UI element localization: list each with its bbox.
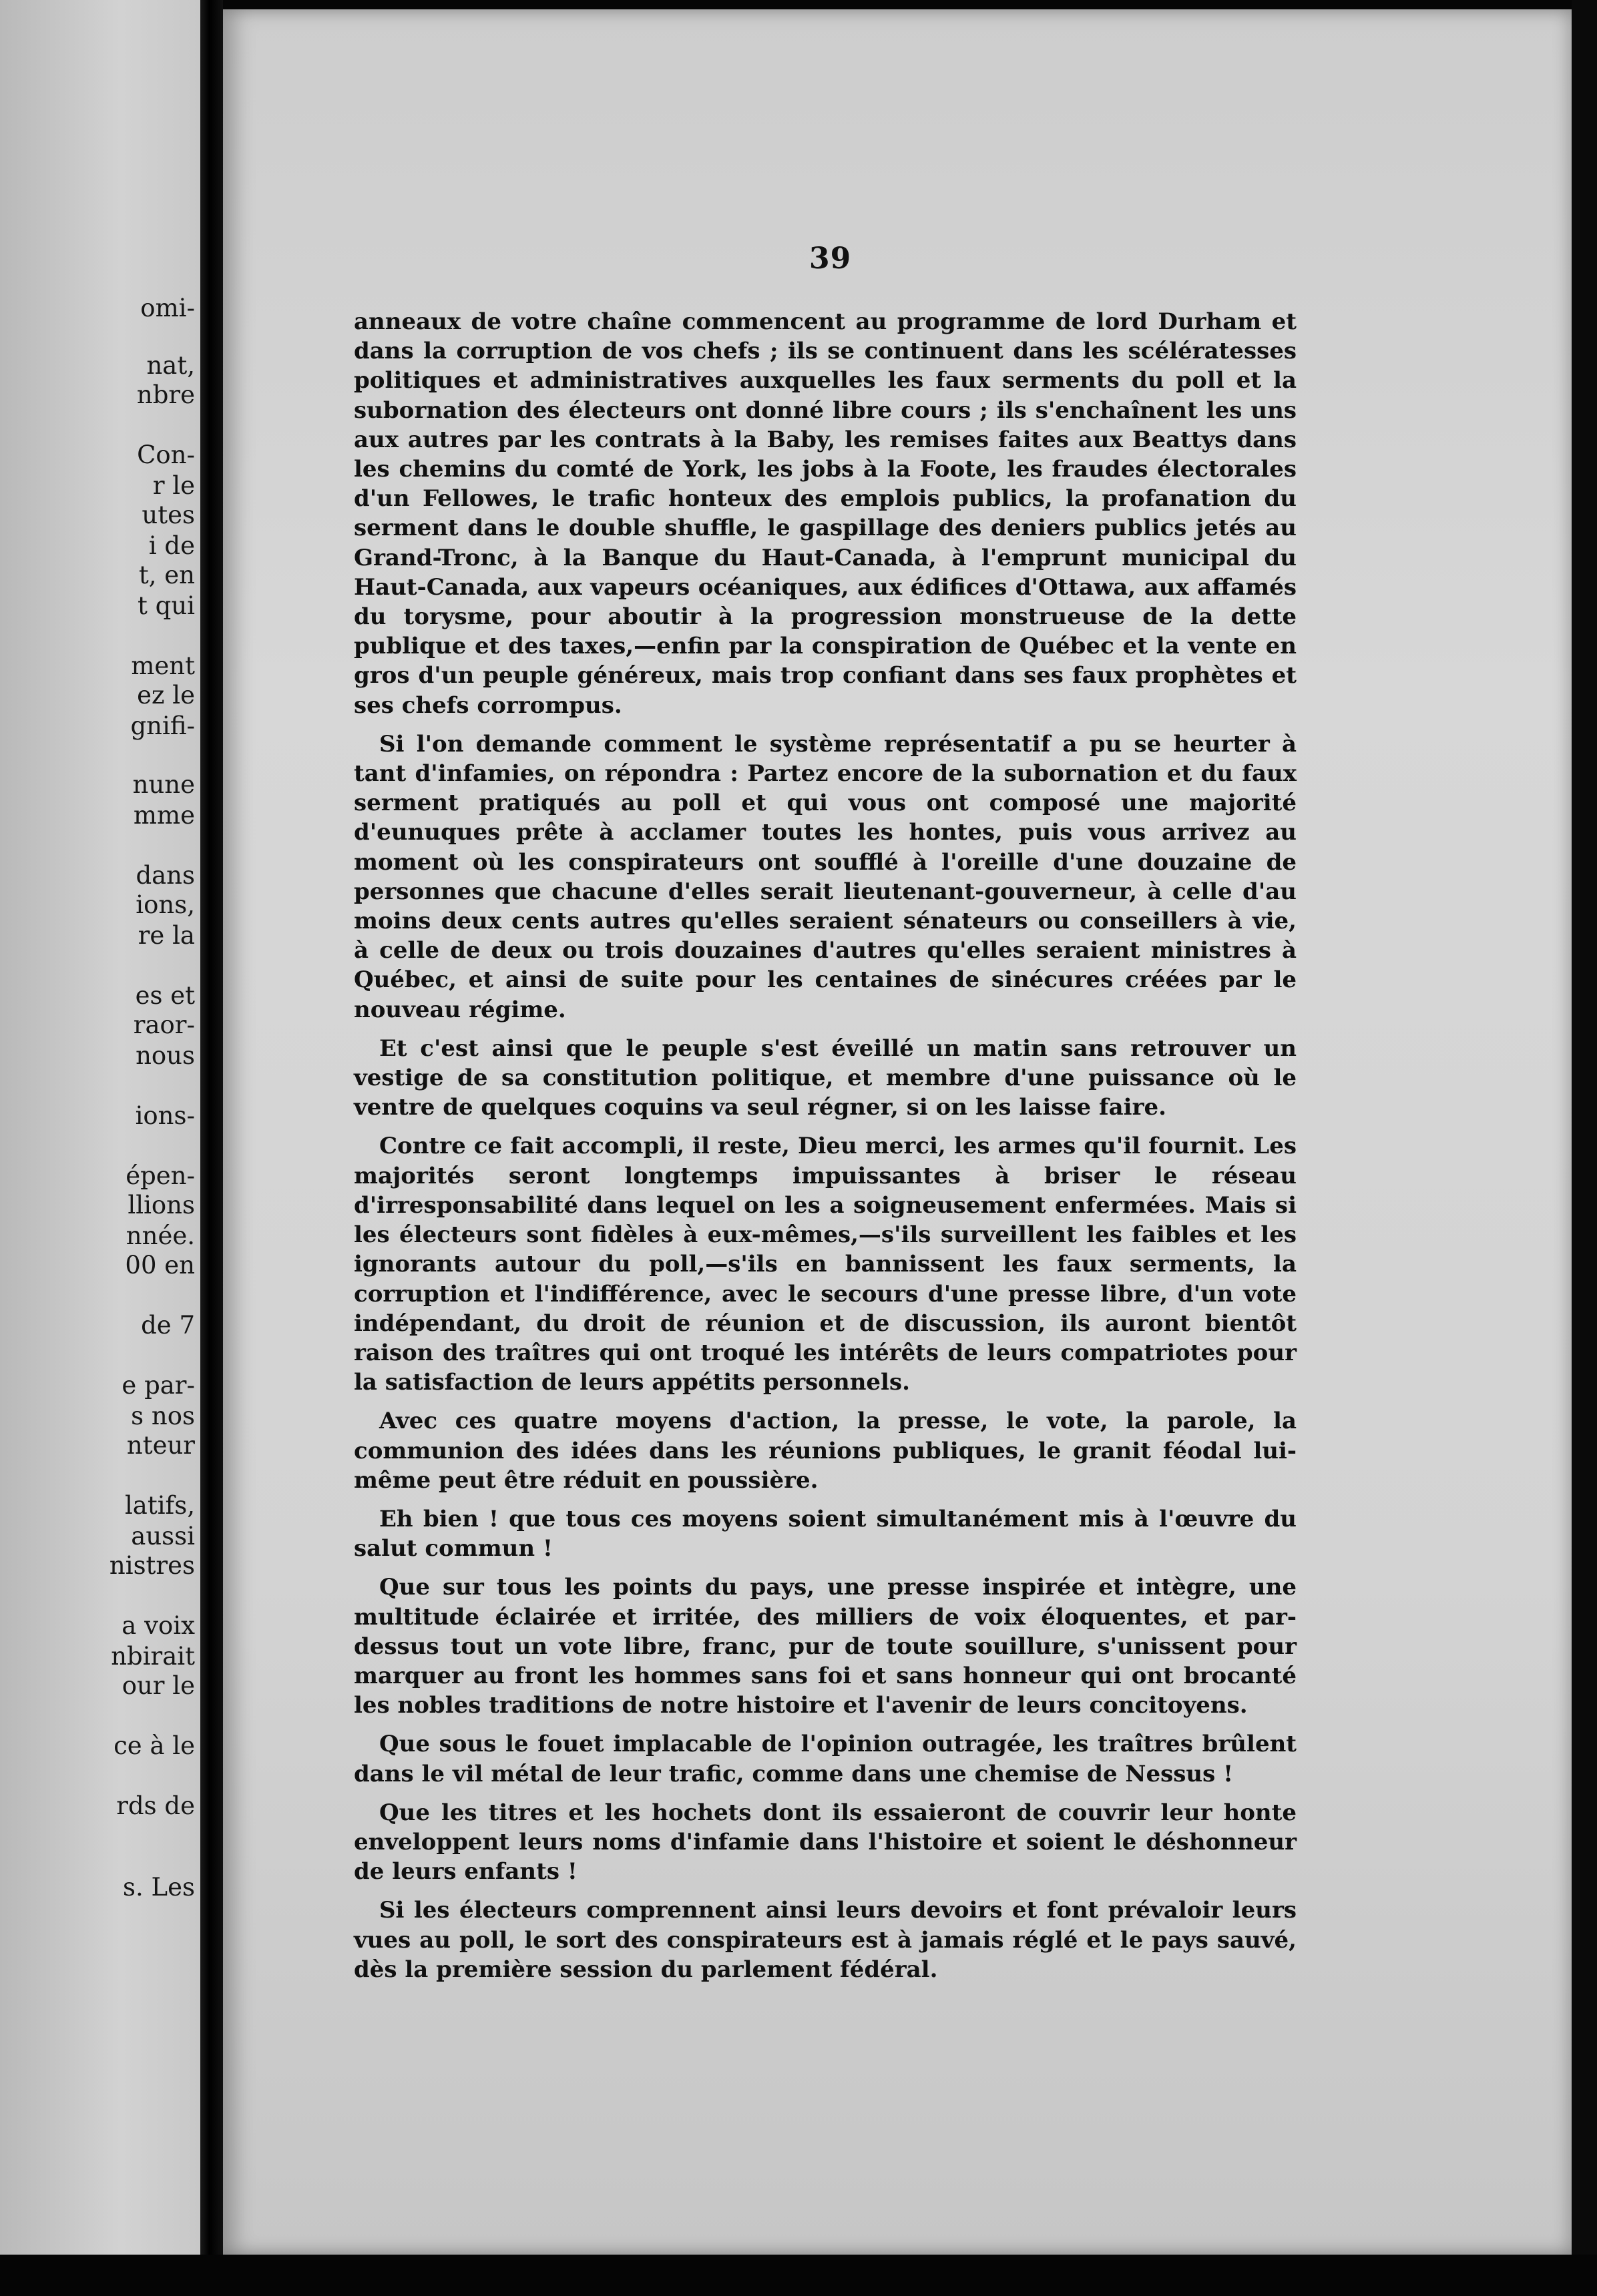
left-fragment: r le: [152, 471, 195, 500]
left-fragment: nous: [136, 1041, 195, 1070]
left-fragment: our le: [122, 1671, 195, 1700]
left-fragment: omi-: [140, 294, 195, 322]
left-fragment: re la: [138, 921, 195, 950]
left-fragment: ions-: [135, 1101, 195, 1130]
page-number: 39: [809, 242, 852, 276]
left-fragment: Con-: [137, 441, 195, 469]
left-fragment: s nos: [131, 1402, 195, 1430]
paragraph: anneaux de votre chaîne commencent au programme de lord Durham et dans la corruption de vos chefs ; ils se continuent dans les scélératesses politiques et administratives auxquelles les faux serments du poll et la subornation des électeurs ont donné libre cours ; ils s'enchaînent les uns aux autres par les contrats à la Baby, les remises faites aux Beattys dans les chemins du comté de York, les jobs à la Foote, les fraudes électorales d'un Fellowes, le trafic honteux des emplois publics, la profanation du serment dans le double shuffle, le gaspillage des deniers publics jetés au Grand-Tronc, à la Banque du Haut-Canada, à l'emprunt municipal du Haut-Canada, aux vapeurs océaniques, aux édifices d'Ottawa, aux affamés du torysme, pour aboutir à la progression monstrueuse de la dette publique et des taxes,—enfin par la conspiration de Québec et la vente en gros d'un peuple généreux, mais trop confiant dans ses faux prophètes et ses chefs corrompus.: [354, 308, 1297, 719]
left-fragment: utes: [142, 501, 195, 529]
scan-right-border: [1572, 0, 1597, 2296]
left-facing-page: [0, 0, 200, 2296]
left-fragment: t qui: [138, 591, 195, 620]
left-fragment: nnée.: [126, 1221, 195, 1250]
left-fragment: de 7: [141, 1311, 195, 1340]
left-fragment: nbre: [136, 380, 195, 409]
left-fragment: raor-: [133, 1011, 195, 1039]
paragraph: Que sur tous les points du pays, une presse inspirée et intègre, une multitude éclairée et irritée, des milliers de voix éloquentes, et par-dessus tout un vote libre, franc, pur de toute souillure, s'unissent pour marquer au front les hommes sans foi et sans honneur qui ont brocanté les nobles traditions de notre histoire et l'avenir de leurs concitoyens.: [354, 1574, 1297, 1719]
left-fragment: 00 en: [125, 1251, 195, 1279]
left-fragment: rds de: [116, 1791, 195, 1820]
book-gutter: [200, 0, 223, 2296]
left-fragment: dans: [136, 861, 195, 890]
paragraph: Eh bien ! que tous ces moyens soient simultanément mis à l'œuvre du salut commun !: [354, 1505, 1297, 1562]
left-fragment: llions: [128, 1191, 195, 1219]
paragraph: Si l'on demande comment le système représentatif a pu se heurter à tant d'infamies, on répondra : Partez encore de la subornation et du faux serment pratiqués au poll et qui vous ont composé une majorité d'eunuques prête à acclamer toutes les hontes, puis vous arrivez au moment où les conspirateurs ont soufflé à l'oreille d'une douzaine de personnes que chacune d'elles serait lieutenant-gouverneur, à celle d'au moins deux cents autres qu'elles seraient sénateurs ou conseillers à vie, à celle de deux ou trois douzaines d'autres qu'elles seraient ministres à Québec, et ainsi de suite pour les centaines de sinécures créées par le nouveau régime.: [354, 730, 1297, 1023]
left-fragment: aussi: [131, 1522, 195, 1550]
left-fragment: nbirait: [111, 1642, 195, 1671]
left-fragment: gnifi-: [130, 711, 195, 740]
left-fragment: ions,: [136, 890, 195, 919]
left-fragment: es et: [135, 981, 195, 1010]
left-fragment: s. Les: [123, 1873, 195, 1902]
left-fragment: nteur: [126, 1431, 195, 1460]
left-fragment: mme: [133, 801, 195, 830]
paragraph: Contre ce fait accompli, il reste, Dieu merci, les armes qu'il fournit. Les majorités seront longtemps impuissantes à briser le réseau d'irresponsabilité dans lequel on les a soigneusement enfermées. Mais si les électeurs sont fidèles à eux-mêmes,—s'ils surveillent les faibles et les ignorants autour du poll,—s'ils en bannissent les faux serments, la corruption et l'indifférence, avec le secours d'une presse libre, d'un vote indépendant, du droit de réunion et de discussion, ils auront bientôt raison des traîtres qui ont troqué les intérêts de leurs compatriotes pour la satisfaction de leurs appétits personnels.: [354, 1133, 1297, 1396]
left-fragment: nune: [132, 770, 195, 799]
paragraph: Avec ces quatre moyens d'action, la presse, le vote, la parole, la communion des idées dans les réunions publiques, le granit féodal lui-même peut être réduit en poussière.: [354, 1408, 1297, 1494]
left-fragment: i de: [148, 531, 195, 560]
left-fragment: ment: [131, 651, 195, 680]
paragraph: Si les électeurs comprennent ainsi leurs devoirs et font prévaloir leurs vues au poll, le sort des conspirateurs est à jamais réglé et le pays sauvé, dès la première session du parlement fédéral.: [354, 1897, 1297, 1983]
left-fragment: nat,: [146, 351, 195, 380]
paragraph: Et c'est ainsi que le peuple s'est éveillé un matin sans retrouver un vestige de sa constitution politique, et membre d'une puissance où le ventre de quelques coquins va seul régner, si on les laisse faire.: [354, 1035, 1297, 1121]
left-fragment: t, en: [138, 561, 195, 589]
paragraph: Que sous le fouet implacable de l'opinion outragée, les traîtres brûlent dans le vil métal de leur trafic, comme dans une chemise de Nessus !: [354, 1731, 1297, 1787]
page-body-text: [354, 307, 1297, 1994]
scan-bottom-border: [0, 2255, 1597, 2296]
left-fragment: épen-: [126, 1161, 195, 1190]
left-fragment: e par-: [122, 1371, 195, 1400]
left-fragment: ez le: [137, 681, 195, 709]
left-fragment: a voix: [122, 1611, 195, 1640]
left-fragment: ce à le: [113, 1731, 195, 1760]
left-fragment: nistres: [109, 1551, 195, 1580]
left-fragment: latifs,: [124, 1491, 195, 1520]
paragraph: Que les titres et les hochets dont ils essaieront de couvrir leur honte enveloppent leurs noms d'infamie dans l'histoire et soient le déshonneur de leurs enfants !: [354, 1799, 1297, 1886]
left-page-fragments: [48, 0, 195, 1902]
